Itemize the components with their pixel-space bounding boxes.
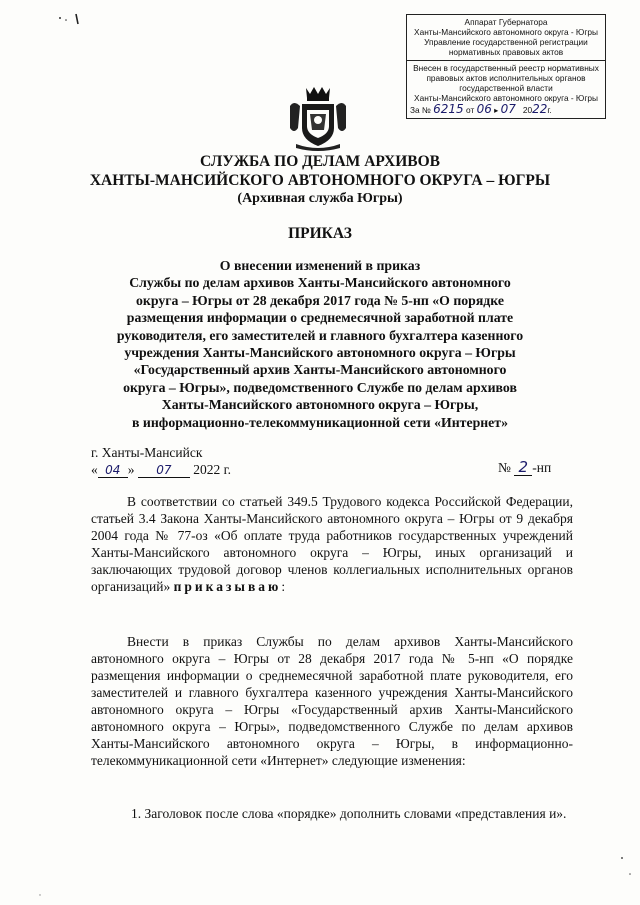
stamp-divider (407, 60, 605, 61)
preamble-paragraph: В соответствии со статьей 349.5 Трудового кодекса Российской Федерации, статьей 3.4 Закона Ханты-Мансийского автономного округа – Югры от 9 декабря 2004 года № 77-оз «Об оплате труда работников государственных учреждений Ханты-Мансийского автономного округа – Югры, иных организаций и заключающих трудовой договор членов коллегиальных исполнительных органов организаций» приказываю: (91, 494, 573, 594)
stamp-reg-year: 22 (532, 102, 548, 116)
order-word: приказываю (173, 579, 282, 594)
stamp-line: Управление государственной регистрации (424, 37, 588, 47)
date-month: 07 (156, 463, 172, 477)
stamp-line: правовых актов исполнительных органов (426, 73, 586, 83)
stamp-reg-number: 6215 (433, 102, 464, 116)
document-subject: О внесении изменений в приказ Службы по делам архивов Ханты-Мансийского автономного округа – Югры от 28 декабря 2017 года № 5-нп «О порядке размещения информации о среднемесячной заработной плате руководителя, его заместителей и главного бухгалтера казенного учреждения Ханты-Мансийского автономного округа – Югры «Государственный архив Ханты-Мансийского автономного округа – Югры», подведомственного Службе по делам архивов Ханты-Мансийского автономного округа – Югры, в информационно-телекоммуникационной сети «Интернет» (116, 258, 524, 430)
coat-of-arms-emblem (286, 84, 350, 152)
amendment-item-1: 1. Заголовок после слова «порядке» дополнить словами «представления и». (131, 806, 567, 821)
stamp-reg-month: 07 (500, 102, 516, 116)
document-place: г. Ханты-Мансийск (91, 445, 203, 460)
number-value: 2 (518, 458, 529, 476)
registration-stamp (406, 14, 606, 119)
document-number: № 2 -нп (498, 458, 552, 476)
stamp-line: Ханты-Мансийского автономного округа - Югры (414, 93, 598, 103)
stamp-line: Внесен в государственный реестр нормативных (413, 63, 599, 73)
agency-short-name: (Архивная служба Югры) (237, 191, 403, 206)
document-type: ПРИКАЗ (288, 225, 352, 242)
stamp-line: государственной власти (459, 83, 553, 93)
date-day: 04 (105, 463, 121, 477)
stamp-registration-line: За № 6215 от 06 ▸ 07 2022г. (410, 102, 552, 116)
amendment-paragraph: Внести в приказ Службы по делам архивов Ханты-Мансийского автономного округа – Югры от 28 декабря 2017 года № 5-нп «О порядке размещения информации о среднемесячной заработной плате руководителя, его заместителей и главного бухгалтера казенного учреждения Ханты-Мансийского автономного округа – Югры «Государственный архив Ханты-Мансийского автономного округа – Югры», подведомственного Службе по делам архивов Ханты-Мансийского автономного округа – Югры, в информационно-телекоммуникационной сети «Интернет» следующие изменения: (91, 634, 573, 768)
agency-name: СЛУЖБА ПО ДЕЛАМ АРХИВОВ ХАНТЫ-МАНСИЙСКОГО АВТОНОМНОГО ОКРУГА – ЮГРЫ (89, 153, 551, 189)
stamp-line: нормативных правовых актов (448, 47, 564, 57)
stamp-line: Ханты-Мансийского автономного округа - Югры (414, 27, 598, 37)
stamp-reg-day: 06 (476, 102, 492, 116)
stamp-line: Аппарат Губернатора (464, 17, 548, 27)
document-date: « 04 » 07 2022 г. (91, 462, 232, 477)
